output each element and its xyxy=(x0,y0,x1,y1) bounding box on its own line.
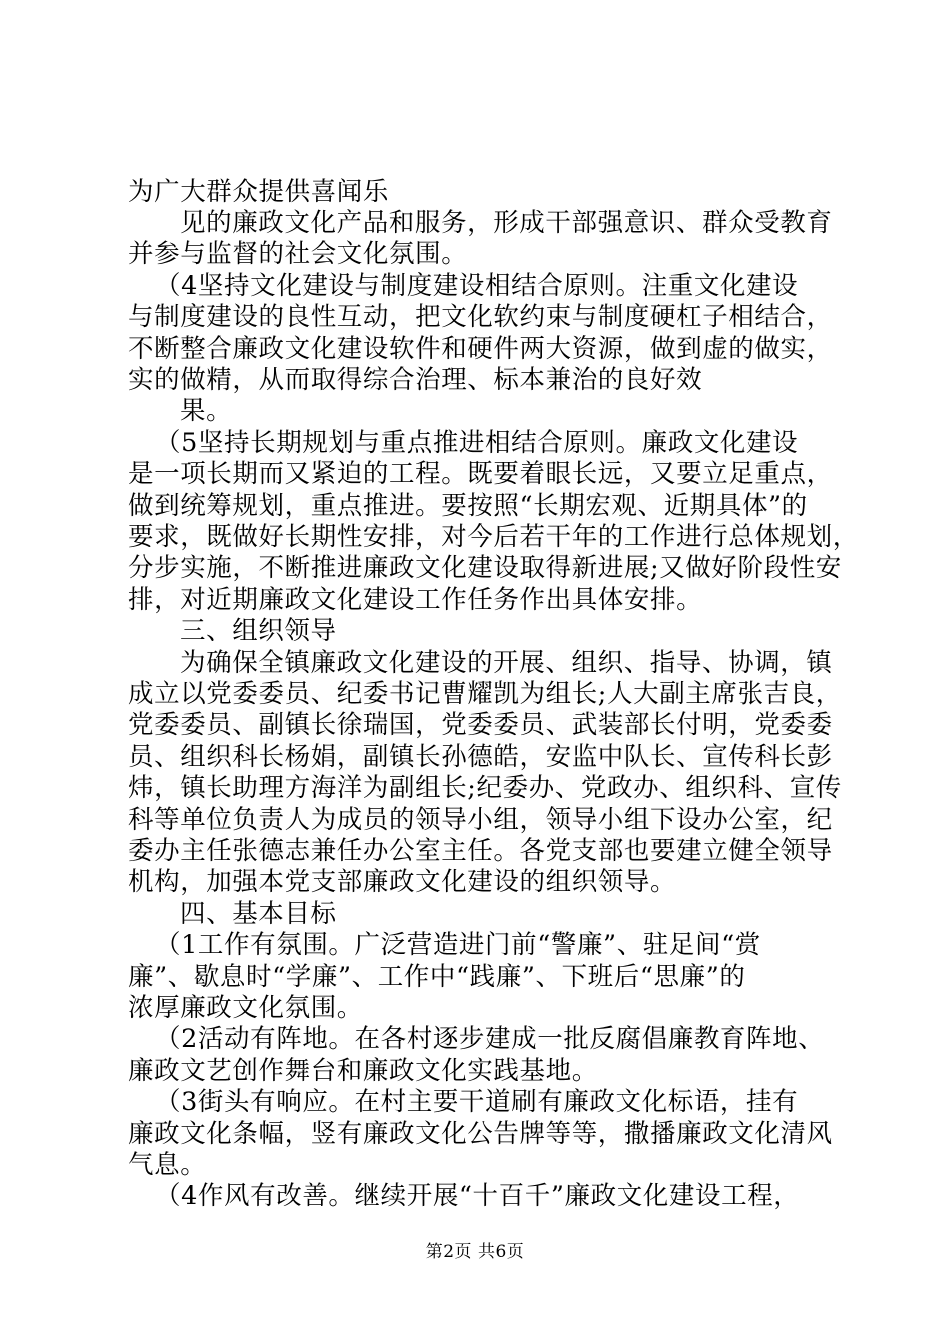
text-line: （1工作有氛围。广泛营造进门前“警廉”、驻足间“赏 xyxy=(155,930,761,960)
text-line: （4作风有改善。继续开展“十百千”廉政文化建设工程， xyxy=(155,1181,800,1211)
text-line: 廉政文化条幅，竖有廉政文化公告牌等等，撒播廉政文化清风 xyxy=(128,1119,833,1149)
text-line: 党委委员、副镇长徐瑞国，党委委员、武装部长付明，党委委 xyxy=(128,710,833,740)
text-line: 炜，镇长助理方海洋为副组长;纪委办、党政办、组织科、宣传 xyxy=(128,773,842,803)
text-line: （5坚持长期规划与重点推进相结合原则。廉政文化建设 xyxy=(155,428,799,458)
text-line: 见的廉政文化产品和服务，形成干部强意识、群众受教育 xyxy=(180,208,833,238)
text-line: 委办主任张德志兼任办公室主任。各党支部也要建立健全领导 xyxy=(128,836,833,866)
text-line: 科等单位负责人为成员的领导小组，领导小组下设办公室，纪 xyxy=(128,805,833,835)
text-line: 机构，加强本党支部廉政文化建设的组织领导。 xyxy=(128,867,677,897)
text-line: 并参与监督的社会文化氛围。 xyxy=(128,239,468,269)
text-line: 气息。 xyxy=(128,1150,207,1180)
section-heading: 四、基本目标 xyxy=(180,899,337,929)
text-line: 廉”、歇息时“学廉”、工作中“践廉”、下班后“思廉”的 xyxy=(128,962,746,992)
text-line: 果。 xyxy=(180,396,233,426)
text-line: 员、组织科长杨娟，副镇长孙德皓，安监中队长、宣传科长彭 xyxy=(128,742,833,772)
text-line: 为确保全镇廉政文化建设的开展、组织、指导、协调，镇 xyxy=(180,648,833,678)
text-line: （2活动有阵地。在各村逐步建成一批反腐倡廉教育阵地、 xyxy=(155,1024,825,1054)
text-line: 不断整合廉政文化建设软件和硬件两大资源，做到虚的做实， xyxy=(128,334,833,364)
text-line: 是一项长期而又紧迫的工程。既要着眼长远，又要立足重点， xyxy=(128,459,833,489)
text-line: 成立以党委委员、纪委书记曹耀凯为组长;人大副主席张吉良， xyxy=(128,679,842,709)
text-line: 廉政文艺创作舞台和廉政文化实践基地。 xyxy=(128,1056,598,1086)
text-line: 排，对近期廉政文化建设工作任务作出具体安排。 xyxy=(128,585,703,615)
text-line: （3街头有响应。在村主要干道刷有廉政文化标语，挂有 xyxy=(155,1087,799,1117)
text-line: 与制度建设的良性互动，把文化软约束与制度硬杠子相结合， xyxy=(128,302,833,332)
text-line: 实的做精，从而取得综合治理、标本兼治的良好效 xyxy=(128,365,703,395)
text-line: 分步实施，不断推进廉政文化建设取得新进展;又做好阶段性安 xyxy=(128,553,842,583)
text-line: （4坚持文化建设与制度建设相结合原则。注重文化建设 xyxy=(155,271,799,301)
page-number-footer: 第2页 共6页 xyxy=(425,1242,525,1262)
text-line: 为广大群众提供喜闻乐 xyxy=(128,177,390,207)
text-line: 浓厚廉政文化氛围。 xyxy=(128,993,363,1023)
text-line: 做到统筹规划，重点推进。要按照“长期宏观、近期具体”的 xyxy=(128,491,808,521)
section-heading: 三、组织领导 xyxy=(180,616,337,646)
text-line: 要求，既做好长期性安排，对今后若干年的工作进行总体规划， xyxy=(128,522,859,552)
